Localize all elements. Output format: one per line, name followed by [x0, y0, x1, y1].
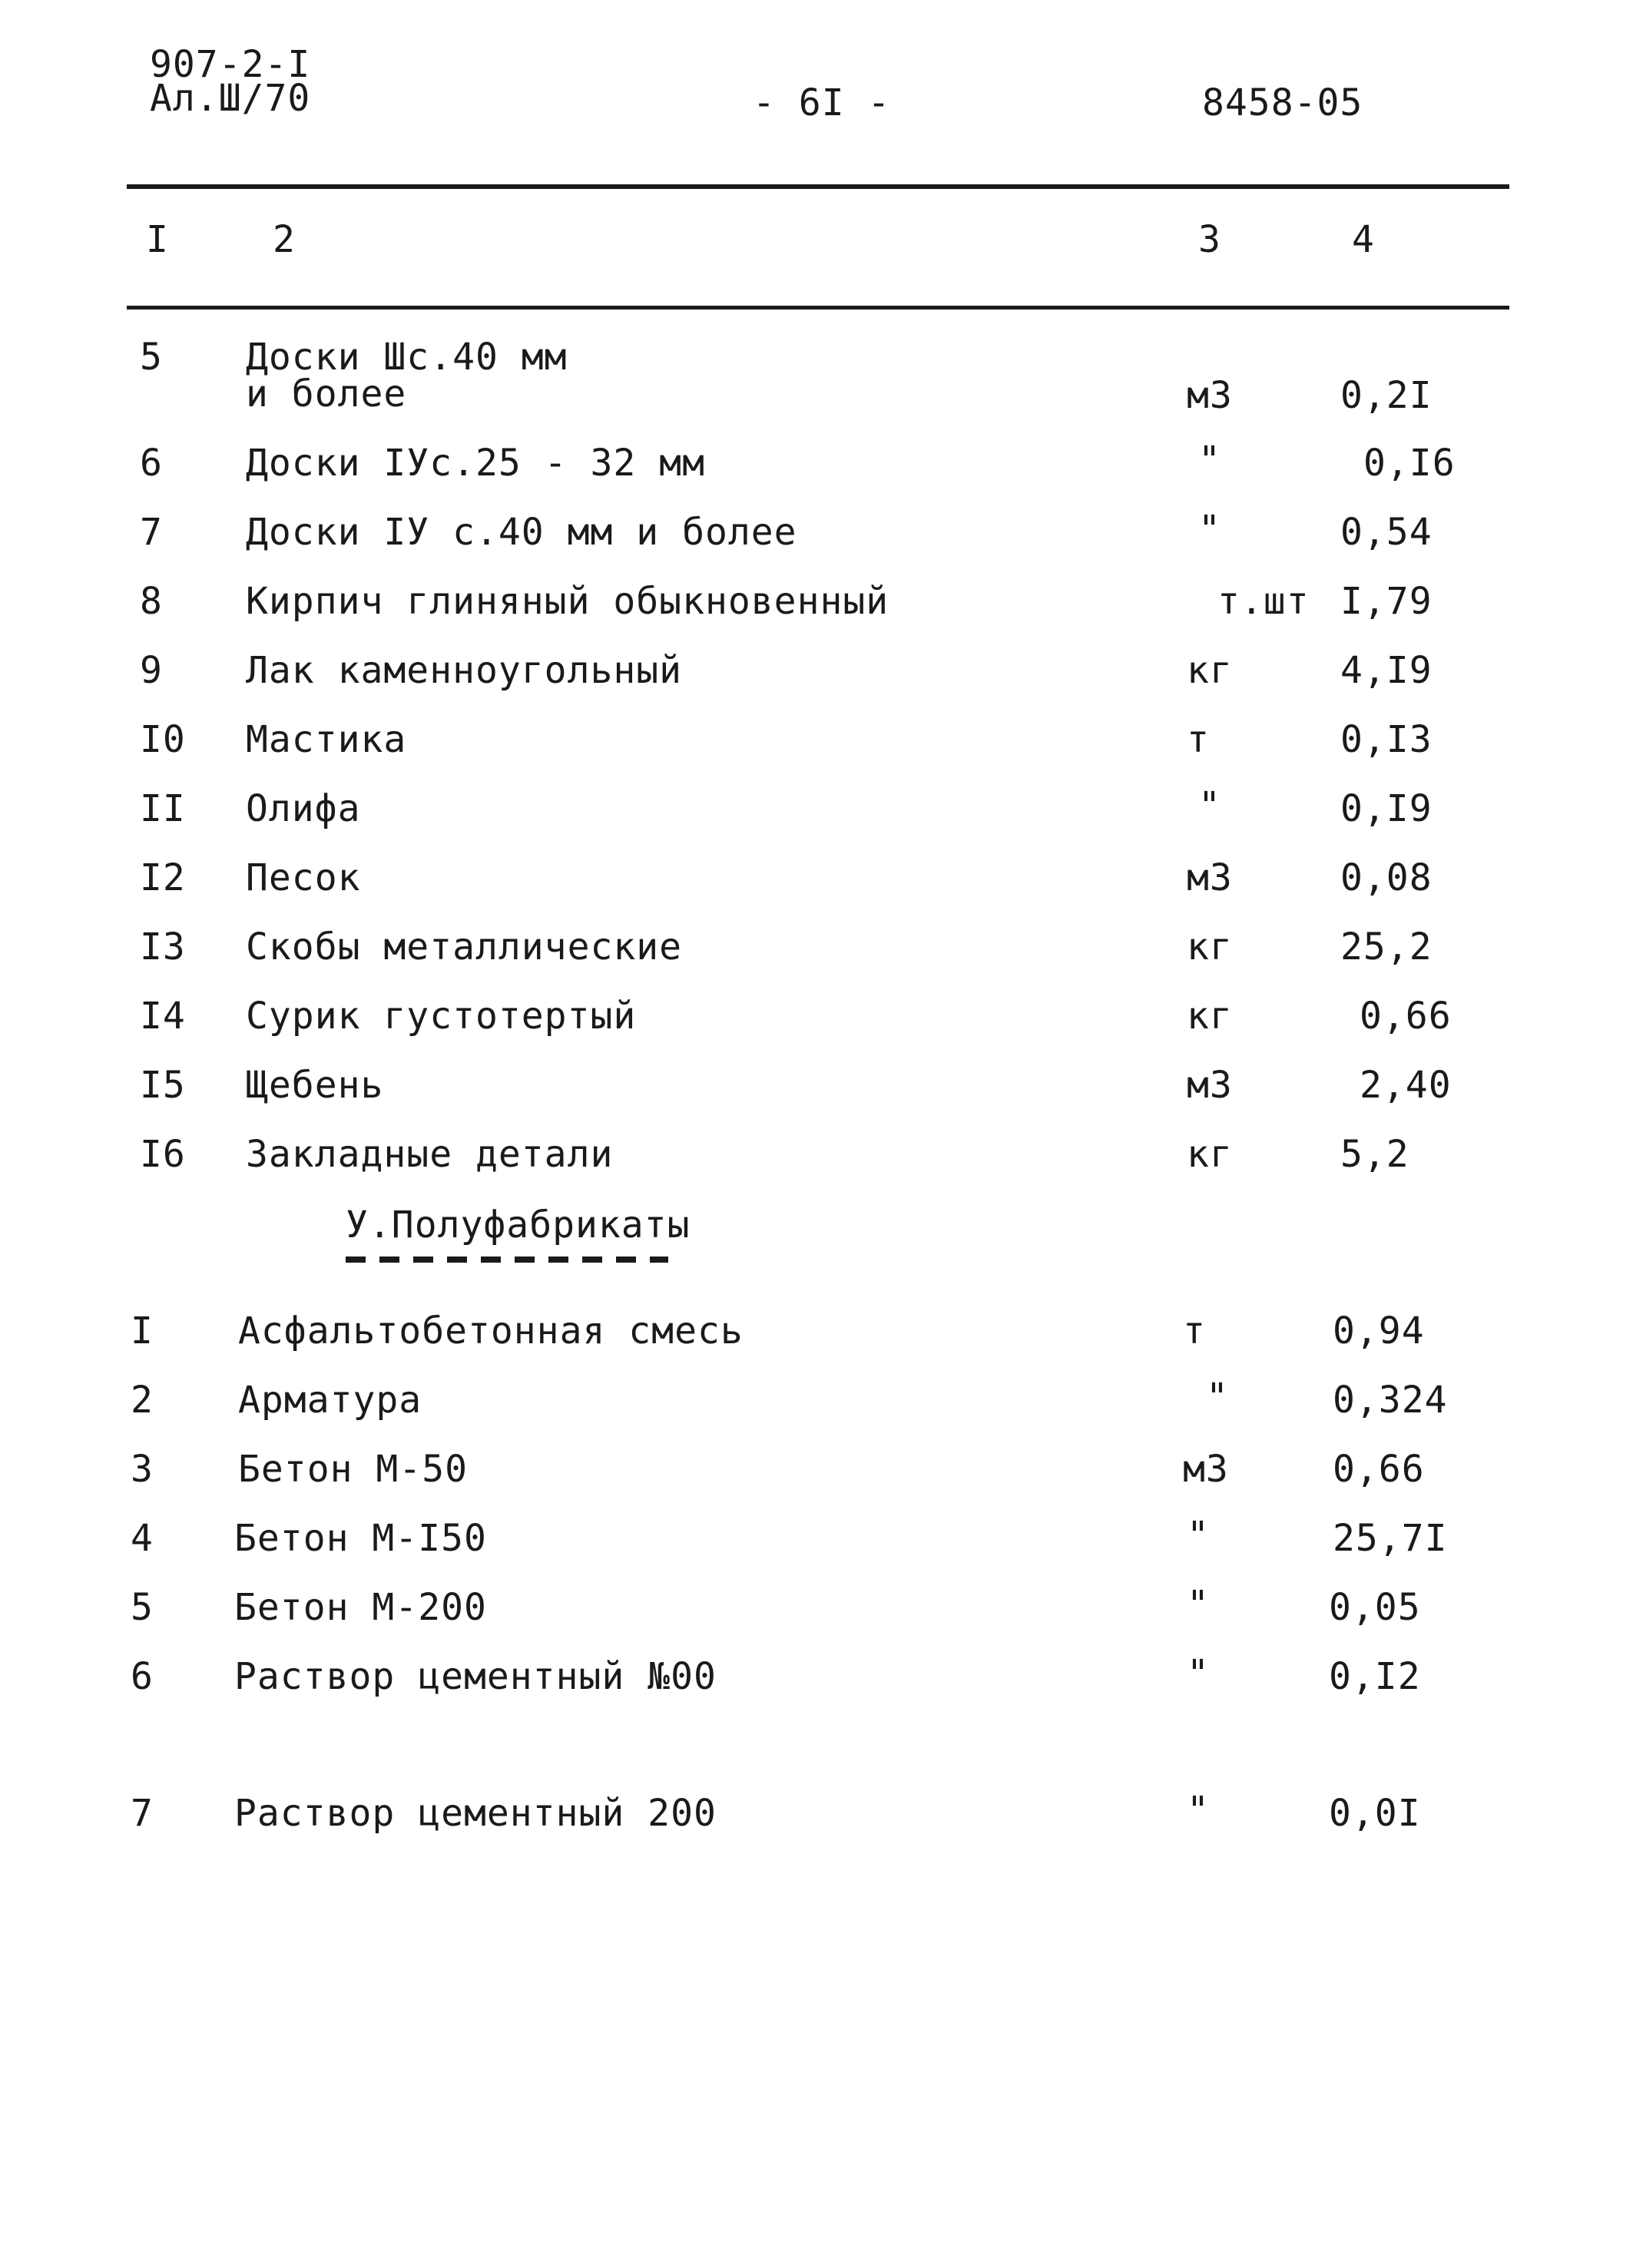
row-value: 25,7I	[1333, 1517, 1448, 1560]
row-value: 2,40	[1360, 1064, 1452, 1107]
row-name: Скобы металлические	[246, 925, 683, 968]
row-name: Бетон М-200	[234, 1586, 487, 1629]
column-header-1: I	[146, 218, 169, 261]
section-title-underline	[346, 1257, 668, 1263]
row-value: 0,54	[1340, 511, 1433, 554]
column-header-4: 4	[1352, 218, 1375, 261]
row-unit: "	[1198, 508, 1221, 551]
row-unit: "	[1187, 1514, 1210, 1557]
row-name: Лак каменноугольный	[246, 649, 683, 692]
row-value: 25,2	[1340, 925, 1433, 968]
row-unit: т.шт	[1217, 580, 1310, 623]
row-unit: кг	[1187, 649, 1233, 692]
row-unit: "	[1206, 1376, 1229, 1419]
row-value: 0,08	[1340, 856, 1433, 899]
row-value: 4,I9	[1340, 649, 1433, 692]
row-value: 0,2I	[1340, 374, 1433, 417]
row-number: I6	[140, 1133, 186, 1176]
row-name: Раствор цементный 200	[234, 1792, 717, 1835]
row-value: 0,I2	[1329, 1655, 1421, 1698]
row-name: Доски IУс.25 - 32 мм	[246, 442, 705, 485]
row-unit: м3	[1187, 856, 1233, 899]
row-number: 4	[131, 1517, 154, 1560]
row-value: 0,66	[1333, 1448, 1425, 1491]
doc-code-line1: 907-2-I	[150, 43, 311, 86]
row-name: Доски Шс.40 мм	[246, 336, 568, 379]
row-number: II	[140, 787, 186, 830]
row-name: Олифа	[246, 787, 361, 830]
row-value: 0,94	[1333, 1309, 1425, 1353]
column-header-2: 2	[273, 218, 296, 261]
row-name-continued: и более	[246, 372, 407, 416]
row-value: 0,I3	[1340, 718, 1433, 761]
row-number: I	[131, 1309, 154, 1353]
row-name: Щебень	[246, 1064, 384, 1107]
row-value: I,79	[1340, 580, 1433, 623]
row-value: 5,2	[1340, 1133, 1409, 1176]
row-number: I0	[140, 718, 186, 761]
row-number: 7	[140, 511, 163, 554]
row-value: 0,324	[1333, 1379, 1448, 1422]
column-header-3: 3	[1198, 218, 1221, 261]
row-number: 5	[131, 1586, 154, 1629]
row-name: Песок	[246, 856, 361, 899]
row-number: I4	[140, 995, 186, 1038]
row-unit: кг	[1187, 1133, 1233, 1176]
row-name: Арматура	[238, 1379, 422, 1422]
row-name: Закладные детали	[246, 1133, 614, 1176]
row-unit: м3	[1187, 374, 1233, 417]
row-number: 8	[140, 580, 163, 623]
row-unit: "	[1187, 1789, 1210, 1832]
doc-code-line2: Ал.Ш/70	[150, 77, 311, 120]
row-number: 6	[140, 442, 163, 485]
row-name: Сурик густотертый	[246, 995, 637, 1038]
row-unit: "	[1187, 1652, 1210, 1695]
row-value: 0,I9	[1340, 787, 1433, 830]
row-name: Бетон М-I50	[234, 1517, 487, 1560]
row-number: I2	[140, 856, 186, 899]
row-unit: "	[1198, 784, 1221, 827]
row-name: Асфальтобетонная смесь	[238, 1309, 744, 1353]
row-unit: т	[1187, 718, 1210, 761]
row-number: I3	[140, 925, 186, 968]
row-number: 9	[140, 649, 163, 692]
row-value: 0,05	[1329, 1586, 1421, 1629]
row-name: Раствор цементный №00	[234, 1655, 717, 1698]
row-unit: "	[1187, 1583, 1210, 1626]
row-number: 2	[131, 1379, 154, 1422]
row-number: I5	[140, 1064, 186, 1107]
row-name: Мастика	[246, 718, 407, 761]
row-unit: м3	[1183, 1448, 1229, 1491]
row-number: 6	[131, 1655, 154, 1698]
row-name: Кирпич глиняный обыкновенный	[246, 580, 889, 623]
row-name: Доски IУ с.40 мм и более	[246, 511, 797, 554]
row-unit: кг	[1187, 925, 1233, 968]
row-unit: м3	[1187, 1064, 1233, 1107]
row-unit: кг	[1187, 995, 1233, 1038]
row-number: 3	[131, 1448, 154, 1491]
table-header-rule	[127, 306, 1509, 310]
doc-number: 8458-05	[1202, 81, 1363, 124]
row-value: 0,66	[1360, 995, 1452, 1038]
table-top-rule	[127, 184, 1509, 189]
row-number: 5	[140, 336, 163, 379]
page-number: - 6I -	[753, 81, 891, 124]
row-value: 0,I6	[1363, 442, 1456, 485]
row-name: Бетон М-50	[238, 1448, 468, 1491]
row-unit: т	[1183, 1309, 1206, 1353]
row-number: 7	[131, 1792, 154, 1835]
row-value: 0,0I	[1329, 1792, 1421, 1835]
row-unit: "	[1198, 439, 1221, 482]
section-title: У.Полуфабрикаты	[346, 1204, 691, 1247]
